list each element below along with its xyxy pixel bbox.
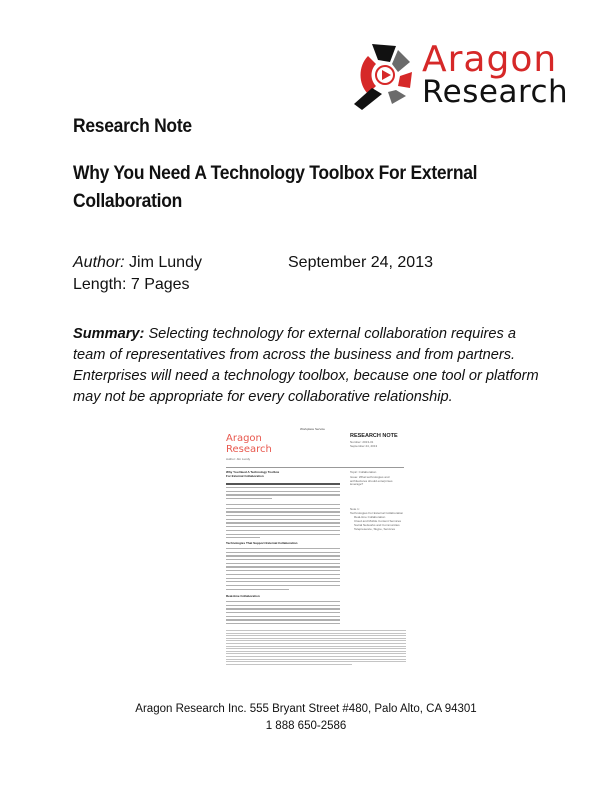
thumb-section1: Technologies That Support External Collaboration: [226, 541, 298, 545]
thumb-number: Number: 2013-31: [350, 440, 374, 444]
length-line: [73, 274, 202, 296]
thumb-para2-lines: [226, 548, 340, 592]
thumb-note-item: Real-time Collaboration: [354, 515, 386, 519]
thumb-note-item: Telepresence, Skype, Services: [354, 527, 396, 531]
thumb-note-title: Technologies For External Collaboration: [350, 511, 404, 515]
thumb-note-item: Cloud and Mobile Content Services: [354, 519, 402, 523]
thumb-date: September 24, 2013: [350, 444, 378, 448]
thumb-rule: [226, 467, 404, 468]
thumb-title-1: Why You Need A Technology Toolbox: [226, 470, 280, 474]
aragon-logo: [350, 40, 580, 110]
footer-address: Aragon Research Inc. 555 Bryant Street #480, Palo Alto, CA 94301: [135, 703, 477, 715]
document-type: Research Note: [73, 116, 192, 137]
thumb-note-item: Social Networks and Communities: [354, 523, 400, 527]
thumb-issue: Issue: What technologies and architectures should enterprises leverage?: [350, 475, 393, 487]
thumb-brand: [226, 433, 272, 455]
thumb-author: Author: Jim Lundy: [226, 457, 251, 461]
logo-wordmark-research: Research: [422, 74, 569, 110]
author-label: Author:: [73, 254, 125, 271]
thumb-note-label: Note 1:: [350, 507, 360, 511]
thumb-heading: RESEARCH NOTE: [350, 433, 398, 439]
summary-label: Summary:: [73, 326, 145, 342]
document-preview-thumbnail: [222, 425, 412, 675]
length-value: 7 Pages: [130, 276, 190, 293]
length-label: Length:: [73, 276, 127, 293]
thumb-title-2: For External Collaboration: [226, 474, 264, 478]
author-line: [73, 252, 202, 274]
document-meta: [73, 252, 202, 296]
thumb-service: Workplace Service: [300, 427, 325, 431]
thumb-brand-line1: Aragon: [226, 433, 262, 444]
thumb-copyright-lines: [226, 630, 406, 666]
document-title: Why You Need A Technology Toolbox For External Collaboration: [73, 163, 478, 212]
logo-wordmark-aragon: Aragon: [422, 39, 558, 80]
aragon-logo-mark-icon: [352, 42, 414, 110]
thumb-summary-lines: [226, 483, 340, 502]
author-name: Jim Lundy: [129, 254, 202, 271]
thumb-para3-lines: [226, 601, 340, 627]
thumb-brand-line2: Research: [226, 444, 272, 455]
summary: [73, 324, 543, 408]
publish-date: September 24, 2013: [288, 254, 433, 271]
thumb-para1-lines: [226, 504, 340, 541]
footer: [0, 701, 612, 735]
summary-text: Selecting technology for external collaboration requires a team of representatives from across the business and from partners. Enterprises will need a technology toolbox, because one tool or platform may not be appropriate for every collaborative relationship.: [73, 326, 539, 405]
thumb-section2: Real-time Collaboration: [226, 594, 260, 598]
footer-phone: 1 888 650-2586: [265, 720, 347, 732]
thumb-topic: Topic: Collaboration: [350, 470, 377, 474]
